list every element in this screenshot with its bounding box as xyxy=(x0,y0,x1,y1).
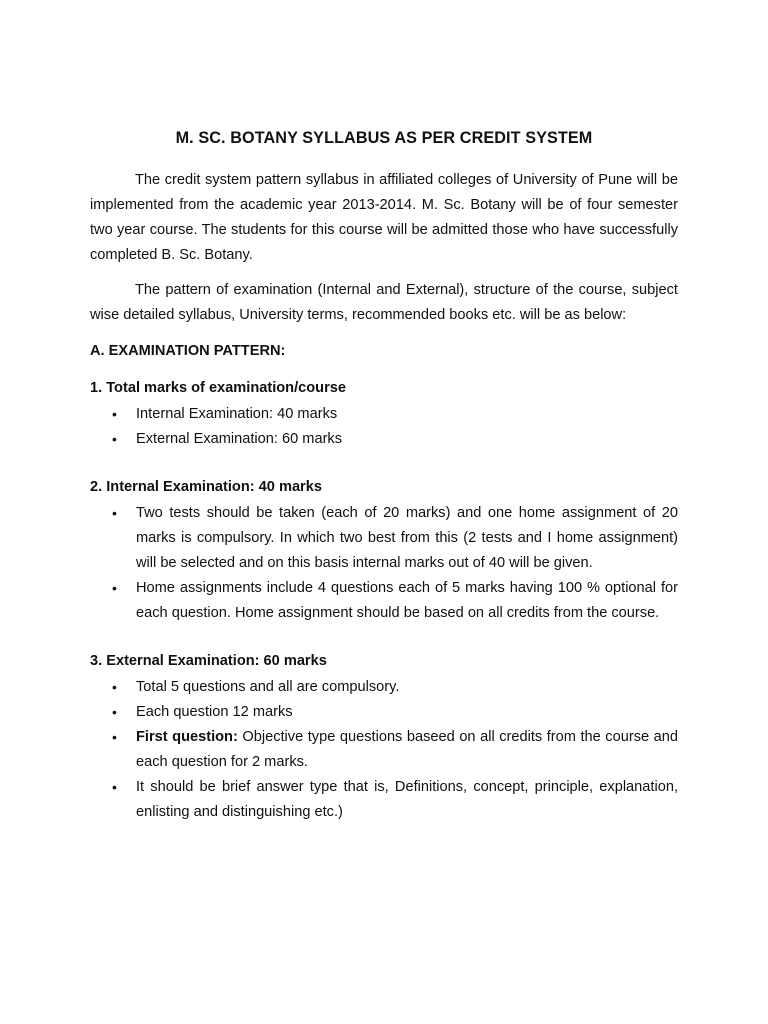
external-exam-list xyxy=(90,675,678,825)
list-item xyxy=(90,675,678,700)
list-item-text: Each question 12 marks xyxy=(136,704,293,720)
total-marks-list xyxy=(90,402,678,452)
list-item xyxy=(90,725,678,775)
list-item xyxy=(90,700,678,725)
pattern-paragraph: The pattern of examination (Internal and External), structure of the course, subject wise detailed syllabus, University terms, recommended books etc. will be as below: xyxy=(90,282,678,323)
bullet-icon: • xyxy=(112,431,117,447)
list-item-text: External Examination: 60 marks xyxy=(136,431,343,447)
first-question-label: First question: xyxy=(136,729,238,745)
bullet-icon: • xyxy=(112,406,117,422)
list-item xyxy=(90,775,678,825)
list-item-text: Total 5 questions and all are compulsory. xyxy=(136,679,400,695)
bullet-icon: • xyxy=(112,505,117,521)
intro-paragraph: The credit system pattern syllabus in affiliated colleges of University of Pune will be implemented from the academic year 2013-2014. M. Sc. Botany will be of four semester two year course. The students for this course will be admitted those who have successfully completed B. Sc. Botany. xyxy=(90,172,678,263)
bullet-icon: • xyxy=(112,580,117,596)
section-heading-internal-exam: 2. Internal Examination: 40 marks xyxy=(90,479,322,495)
list-item xyxy=(90,402,678,427)
list-item-text: Internal Examination: 40 marks xyxy=(136,406,338,422)
bullet-icon: • xyxy=(112,729,117,745)
list-item xyxy=(90,501,678,576)
bullet-icon: • xyxy=(112,679,117,695)
bullet-icon: • xyxy=(112,704,117,720)
list-item xyxy=(90,427,678,452)
page-title: M. SC. BOTANY SYLLABUS AS PER CREDIT SYSTEM xyxy=(175,129,593,147)
list-item xyxy=(90,576,678,626)
internal-exam-list xyxy=(90,501,678,626)
bullet-icon: • xyxy=(112,779,117,795)
list-item-text: It should be brief answer type that is, Definitions, concept, principle, explanation, enlisting and distinguishing etc.) xyxy=(136,779,678,820)
section-heading-total-marks: 1. Total marks of examination/course xyxy=(90,380,347,396)
section-heading-examination-pattern: A. EXAMINATION PATTERN: xyxy=(90,343,286,359)
section-heading-external-exam: 3. External Examination: 60 marks xyxy=(90,653,327,669)
first-question-text: Objective type questions baseed on all credits from the course and each question for 2 marks. xyxy=(136,729,678,770)
list-item-text: Home assignments include 4 questions each of 5 marks having 100 % optional for each question. Home assignment should be based on all credits from the course. xyxy=(136,580,678,621)
list-item-text: Two tests should be taken (each of 20 marks) and one home assignment of 20 marks is compulsory. In which two best from this (2 tests and I home assignment) will be selected and on this basis internal marks out of 40 will be given. xyxy=(136,505,678,571)
